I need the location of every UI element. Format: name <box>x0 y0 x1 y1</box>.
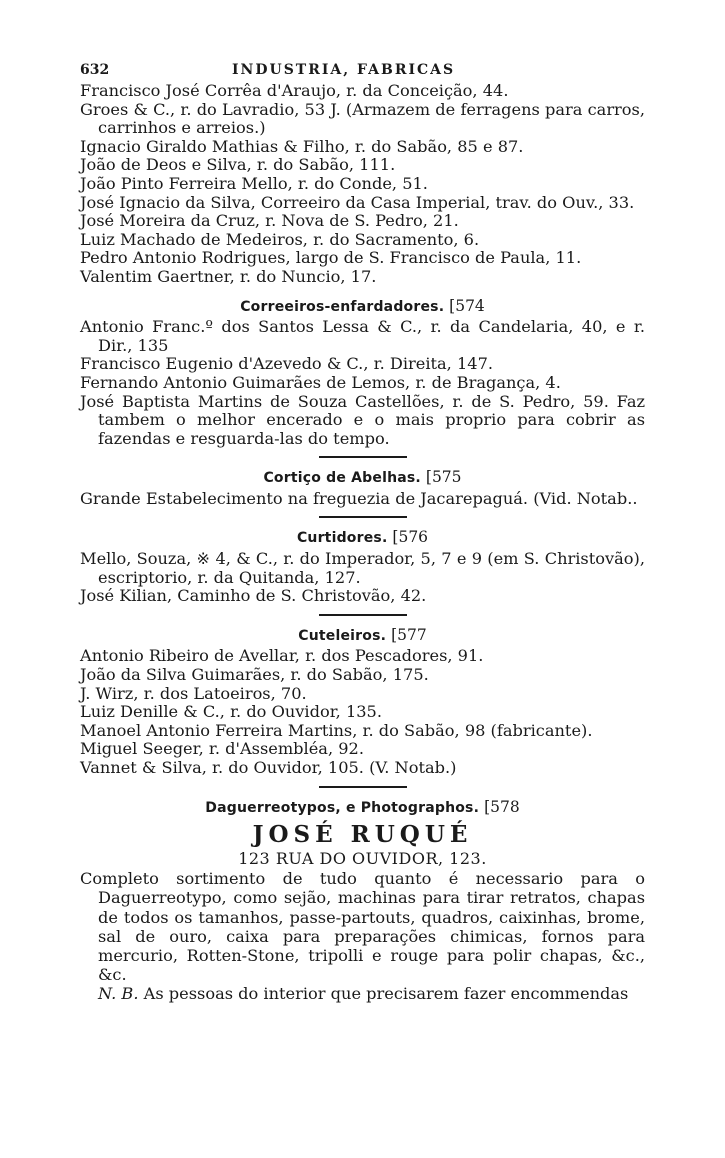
list-item: Antonio Ribeiro de Avellar, r. dos Pescadores, 91. <box>80 646 484 666</box>
section-title: Cuteleiros. <box>298 627 387 644</box>
section-correeiros-enfardadores <box>80 297 645 449</box>
section-heading <box>80 528 645 548</box>
section-title: Curtidores. <box>296 530 388 547</box>
nb-label: N. B. <box>98 984 139 1004</box>
list-item: Vannet & Silva, r. do Ouvidor, 105. (V. Notab.) <box>80 758 457 777</box>
page-number: 632 <box>80 62 110 78</box>
list-item: Groes & C., r. do Lavradio, 53 J. (Armazem de ferragens para carros, carrinhos e arreios.) <box>80 99 645 138</box>
list-item: J. Wirz, r. dos Latoeiros, 70. <box>80 683 307 703</box>
list-item: Francisco Eugenio d'Azevedo & C., r. Direita, 147. <box>80 354 494 374</box>
section-ref: [578 <box>484 797 520 816</box>
section-divider <box>319 786 407 788</box>
list-item: Manoel Antonio Ferreira Martins, r. do Sabão, 98 (fabricante). <box>80 720 593 740</box>
advert-text: Completo sortimento de tudo quanto é necessario para o Daguerreotypo, como sejão, machinas para tirar retratos, chapas de todos os tamanhos, passe-partouts, quadros, caixinhas, brome, sal de ouro, caixa para preparações chimicas, fornos para mercurio, Rotten-Stone, tripolli e rouge para polir chapas, &c., &c. <box>80 869 645 985</box>
list-item: José Baptista Martins de Souza Castellões, r. de S. Pedro, 59. Faz tambem o melhor encerado e o mais proprio para cobrir as fazendas e resguarda-las do tempo. <box>80 391 645 448</box>
advert-note <box>80 984 645 1003</box>
running-header <box>80 58 645 82</box>
advert-name: JOSÉ RUQUÉ <box>252 821 473 849</box>
list-item: João Pinto Ferreira Mello, r. do Conde, 51. <box>80 173 428 193</box>
list-item: Francisco José Corrêa d'Araujo, r. da Conceição, 44. <box>80 81 509 100</box>
list-item: Luiz Machado de Medeiros, r. do Sacramento, 6. <box>80 229 480 249</box>
top-entries <box>80 82 645 287</box>
list-item: José Kilian, Caminho de S. Christovão, 42. <box>80 586 427 606</box>
list-item: Mello, Souza, ※ 4, & C., r. do Imperador, 5, 7 e 9 (em S. Christovão), escriptorio, r. da Quitanda, 127. <box>80 549 645 587</box>
section-title: Correeiros-enfardadores. <box>240 298 445 315</box>
section-cuteleiros <box>80 626 645 778</box>
list-item: Valentim Gaertner, r. do Nuncio, 17. <box>80 266 377 286</box>
list-item: José Moreira da Cruz, r. Nova de S. Pedro, 21. <box>80 211 459 231</box>
advert-address: 123 RUA DO OUVIDOR, 123. <box>238 849 487 869</box>
section-title: Daguerreotypos, e Photographos. <box>205 799 480 816</box>
section-divider <box>319 614 407 616</box>
list-item: João de Deos e Silva, r. do Sabão, 111. <box>80 155 396 175</box>
section-title: Cortiço de Abelhas. <box>263 470 421 487</box>
section-heading <box>80 798 645 818</box>
running-title: INDUSTRIA, FABRICAS <box>232 62 456 78</box>
list-item: Fernando Antonio Guimarães de Lemos, r. de Bragança, 4. <box>80 372 561 392</box>
section-heading <box>80 297 645 317</box>
nb-text: As pessoas do interior que precisarem fazer encommendas <box>143 984 629 1004</box>
list-item: Antonio Franc.º dos Santos Lessa & C., r. da Candelaria, 40, e r. Dir., 135 <box>80 317 645 355</box>
section-divider <box>319 516 407 518</box>
section-heading <box>80 468 645 488</box>
section-ref: [575 <box>425 468 462 487</box>
section-divider <box>319 456 407 458</box>
section-ref: [577 <box>391 625 427 644</box>
list-item: Grande Estabelecimento na freguezia de Jacarepaguá. (Vid. Notab.. <box>80 488 638 508</box>
section-cortico-de-abelhas <box>80 468 645 508</box>
list-item: Pedro Antonio Rodrigues, largo de S. Francisco de Paula, 11. <box>80 248 582 268</box>
document-page <box>80 58 645 1004</box>
list-item: Luiz Denille & C., r. do Ouvidor, 135. <box>80 702 382 722</box>
list-item: Ignacio Giraldo Mathias & Filho, r. do Sabão, 85 e 87. <box>80 136 524 156</box>
list-item: José Ignacio da Silva, Correeiro da Casa Imperial, trav. do Ouv., 33. <box>80 192 635 212</box>
section-ref: [576 <box>392 528 429 547</box>
section-daguerreotypos <box>80 798 645 1004</box>
section-curtidores <box>80 528 645 605</box>
list-item: Miguel Seeger, r. d'Assembléa, 92. <box>80 739 364 759</box>
list-item: João da Silva Guimarães, r. do Sabão, 175. <box>80 665 429 685</box>
section-ref: [574 <box>449 296 485 315</box>
section-heading <box>80 626 645 646</box>
